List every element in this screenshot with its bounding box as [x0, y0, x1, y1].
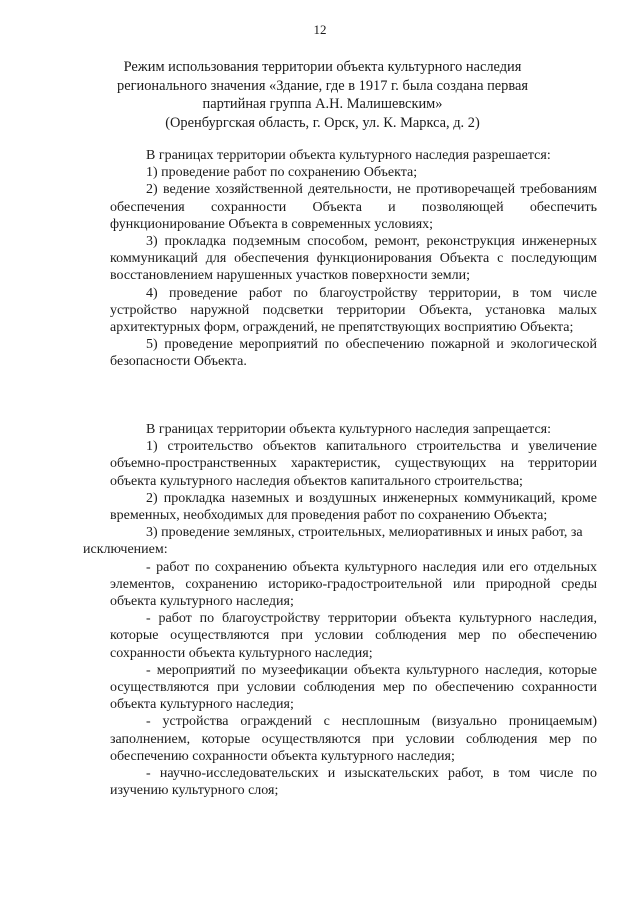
title-line: Режим использования территории объекта культурного наследия: [123, 59, 522, 75]
section-heading: В границах территории объекта культурного наследия запрещается:: [146, 422, 552, 437]
exception-item: - работ по благоустройству территории объекта культурного наследия, которые осуществляются при условии соблюдения мер по обеспечению сохранности объекта культурного наследия;: [110, 611, 597, 661]
exception-item: - работ по сохранению объекта культурного наследия или его отдельных элементов, сохранению историко-градостроительной или природной среды объекта культурного наследия;: [110, 559, 597, 610]
list-item: 1) строительство объектов капитального строительства и увеличение объемно-пространственных характеристик, существующих на территории объекта культурного наследия объектов капитального строительства;: [110, 439, 597, 489]
document-title: [95, 58, 550, 132]
list-item: 2) прокладка наземных и воздушных инженерных коммуникаций, кроме временных, необходимых для проведения работ по сохранению Объекта;: [110, 490, 597, 524]
list-item: 1) проведение работ по сохранению Объекта;: [146, 165, 418, 181]
list-item: 2) ведение хозяйственной деятельности, не противоречащей требованиям обеспечения сохранности Объекта и позволяющей обеспечить функционирование Объекта в современных условиях;: [110, 182, 597, 232]
exception-label: исключением:: [83, 542, 168, 558]
page-number: 12: [313, 22, 327, 37]
exception-item: - мероприятий по музеефикации объекта культурного наследия, которые осуществляются при условии соблюдения мер по обеспечению сохранности объекта культурного наследия;: [110, 662, 597, 713]
title-line: партийная группа А.Н. Малишевским»: [202, 96, 443, 112]
exception-item: - научно-исследовательских и изыскательских работ, в том числе по изучению культурного слоя;: [110, 766, 597, 799]
title-line: регионального значения «Здание, где в 1917 г. была создана первая: [117, 77, 528, 94]
forbidden-section: [83, 421, 597, 799]
list-item: 3) прокладка подземным способом, ремонт, реконструкция инженерных коммуникаций для обеспечения функционирования Объекта с последующим восстановлением нарушенных участков поверхности земли;: [110, 234, 597, 284]
list-item: 4) проведение работ по благоустройству территории, в том числе устройство наружной подсветки территории Объекта, установка малых архитектурных форм, ограждений, не препятствующих восприятию Объекта;: [110, 285, 597, 336]
section-heading: В границах территории объекта культурного наследия разрешается:: [146, 148, 551, 163]
title-line: (Оренбургская область, г. Орск, ул. К. Маркса, д. 2): [165, 114, 480, 131]
list-item: 5) проведение мероприятий по обеспечению пожарной и экологической безопасности Объекта.: [110, 337, 597, 370]
exception-item: - устройства ограждений с несплошным (визуально проницаемым) заполнением, которые осуществляются при условии соблюдения мер по обеспечению сохранности объекта культурного наследия;: [110, 714, 597, 764]
allowed-section: [110, 147, 597, 371]
list-item: 3) проведение земляных, строительных, мелиоративных и иных работ, за: [146, 525, 583, 541]
